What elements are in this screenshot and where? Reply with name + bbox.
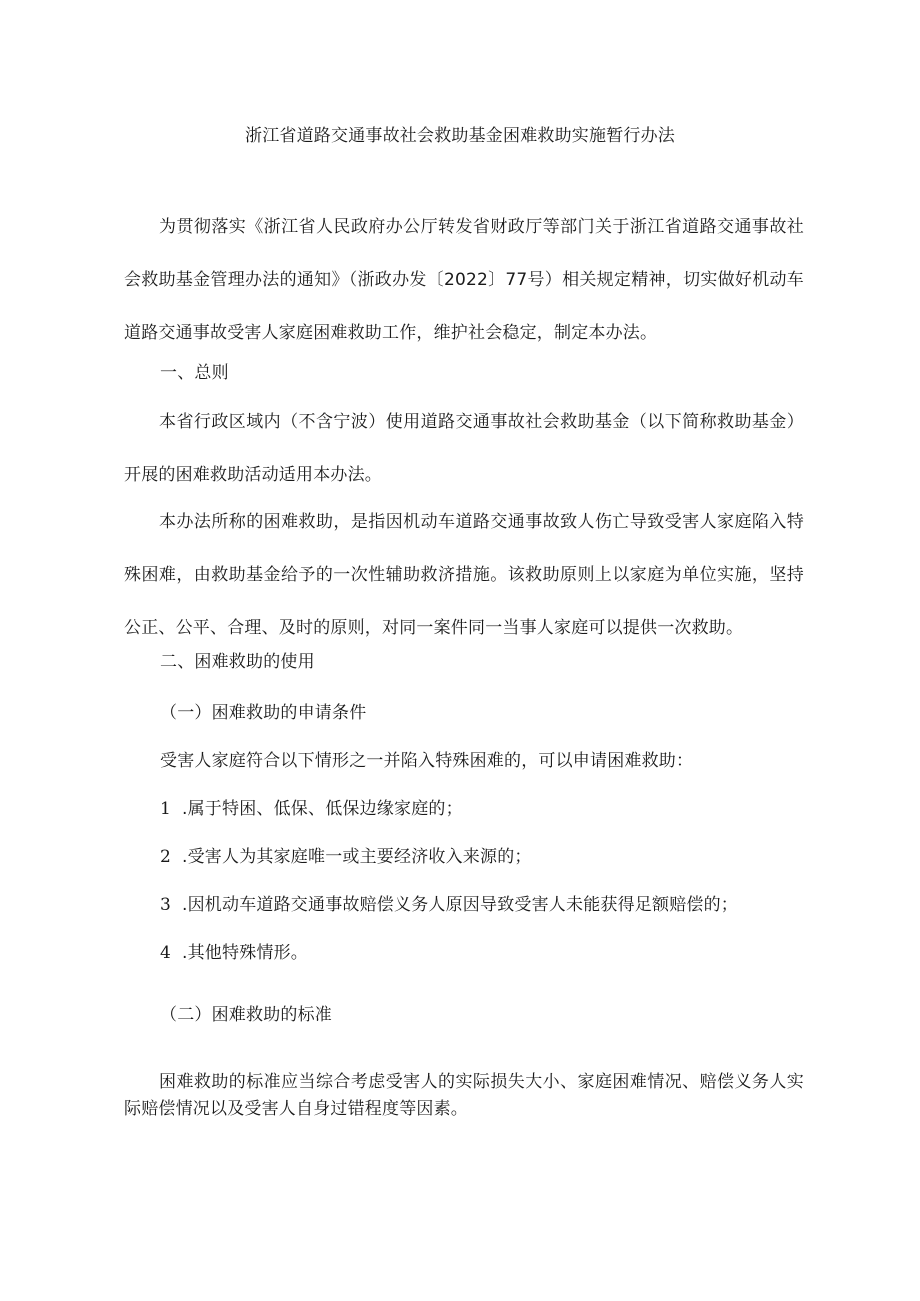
condition-text: .受害人为其家庭唯一或主要经济收入来源的； <box>182 847 532 867</box>
condition-number: 1 <box>160 799 172 819</box>
condition-item <box>160 893 738 917</box>
section1-heading: 一、总则 <box>160 363 229 383</box>
condition-number: 3 <box>160 895 172 915</box>
section1-paragraph-definition: 本办法所称的困难救助，是指因机动车道路交通事故致人伤亡导致受害人家庭陷入特殊困难，由救助基金给予的一次性辅助救济措施。该救助原则上以家庭为单位实施，坚持公正、公平、合理、及时的原则，对同一案件同一当事人家庭可以提供一次救助。 <box>124 512 804 638</box>
condition-number: 2 <box>160 847 172 867</box>
document-title: 浙江省道路交通事故社会救助基金困难救助实施暂行办法 <box>245 126 675 146</box>
subsection1-heading: （一）困难救助的申请条件 <box>160 703 367 723</box>
condition-item <box>160 797 463 821</box>
subsection2-heading: （二）困难救助的标准 <box>160 1005 332 1025</box>
condition-text: .因机动车道路交通事故赔偿义务人原因导致受害人未能获得足额赔偿的； <box>182 895 739 915</box>
section1-paragraph-scope: 本省行政区域内（不含宁波）使用道路交通事故社会救助基金（以下简称救助基金）开展的困难救助活动适用本办法。 <box>124 412 804 485</box>
subsection2-paragraph: 困难救助的标准应当综合考虑受害人的实际损失大小、家庭困难情况、赔偿义务人实际赔偿情况以及受害人自身过错程度等因素。 <box>124 1072 804 1119</box>
section2-heading: 二、困难救助的使用 <box>160 652 315 672</box>
condition-item <box>160 941 308 965</box>
condition-number: 4 <box>160 943 172 963</box>
condition-text: .其他特殊情形。 <box>182 943 309 963</box>
intro-paragraph: 为贯彻落实《浙江省人民政府办公厅转发省财政厅等部门关于浙江省道路交通事故社会救助基金管理办法的通知》（浙政办发〔2022〕77号）相关规定精神，切实做好机动车道路交通事故受害人家庭困难救助工作，维护社会稳定，制定本办法。 <box>124 217 804 343</box>
subsection1-intro: 受害人家庭符合以下情形之一并陷入特殊困难的，可以申请困难救助： <box>160 751 694 771</box>
condition-text: .属于特困、低保、低保边缘家庭的； <box>182 799 463 819</box>
condition-item <box>160 845 532 869</box>
